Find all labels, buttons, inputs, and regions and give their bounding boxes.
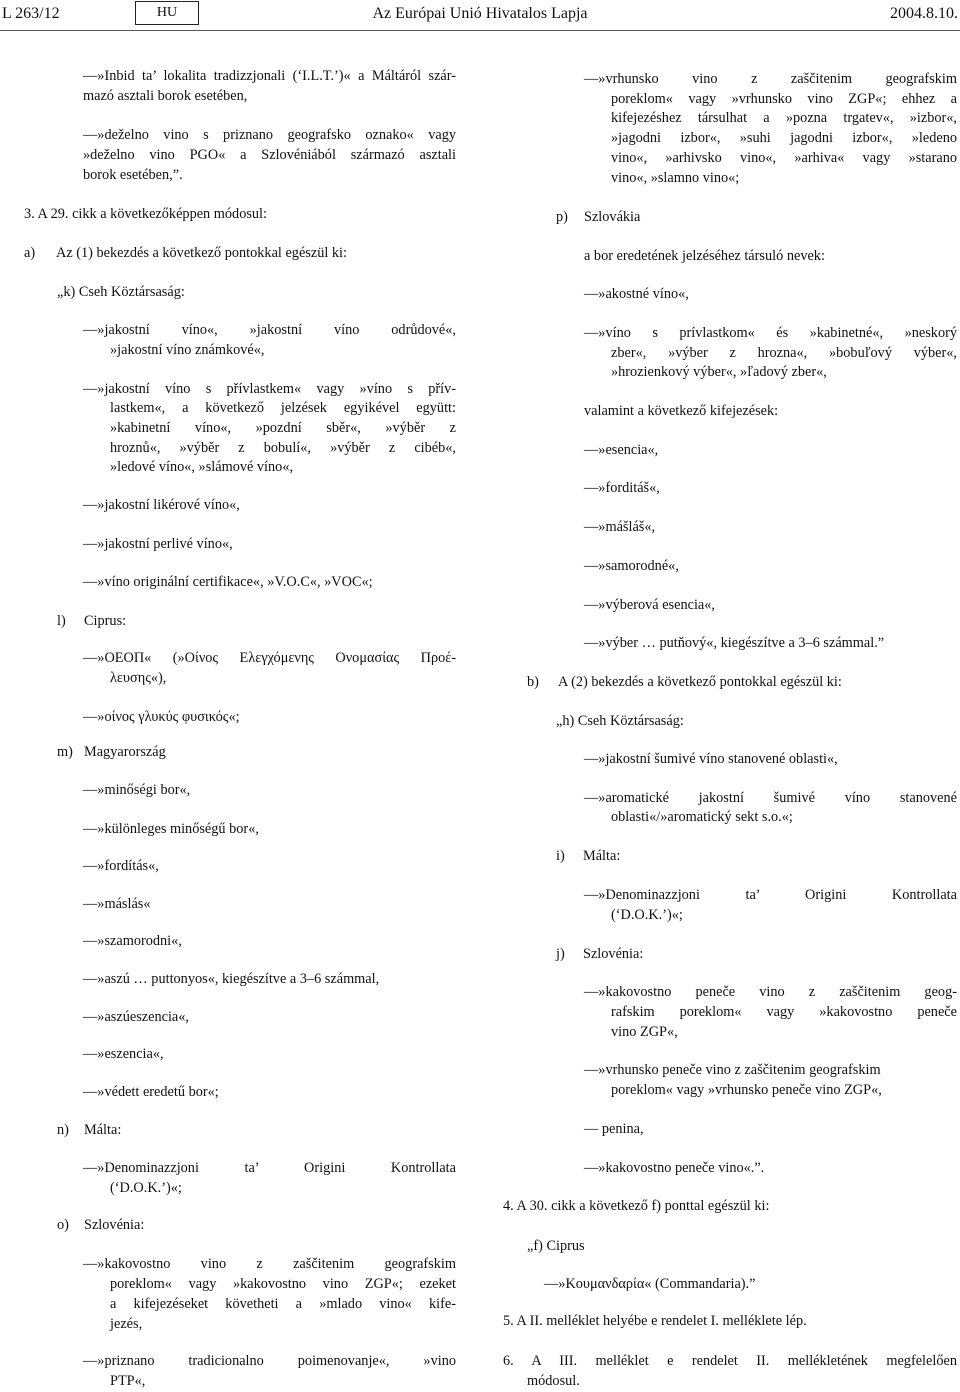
text-line: 4. A 30. cikk a következő f) ponttal egészül ki:: [503, 1198, 770, 1214]
text-line: poreklom« vagy »vrhunsko peneče vino ZGP«,: [611, 1082, 882, 1098]
text-line: »kabinetní víno«, »pozdní sběr«, »výběr z: [110, 420, 456, 436]
text-line: a): [24, 245, 36, 261]
text-line: Az (1) bekezdés a következő pontokkal egészül ki:: [56, 245, 347, 261]
text-line: —»minőségi bor«,: [83, 782, 191, 798]
text-line: oblasti«/»aromatický sekt s.o.«;: [611, 809, 793, 825]
text-line: —»forditáš«,: [584, 480, 660, 496]
text-line: borok esetében,”.: [83, 167, 183, 183]
text-line: rafskim poreklom« vagy »kakovostno peneče: [611, 1004, 957, 1020]
text-line: Szlovénia:: [84, 1217, 145, 1233]
text-line: 6. A III. melléklet e rendelet II. mellékletének megfelelően: [503, 1353, 957, 1369]
text-line: p): [556, 209, 568, 225]
text-line: lastkem«, a következő jelzések egyikével együtt:: [110, 400, 456, 416]
text-line: —»aszú … puttonyos«, kiegészítve a 3–6 számmal,: [83, 971, 380, 987]
text-line: poreklom« vagy »kakovostno vino ZGP«; ezeket: [110, 1276, 456, 1292]
text-line: —»ΟΕΟΠ« (»Οίνος Ελεγχόμενης Ονομασίας Προέ-: [83, 650, 456, 666]
text-line: módosul.: [527, 1373, 580, 1389]
text-line: —»védett eredetű bor«;: [83, 1084, 219, 1100]
text-line: vino«, »arhivsko vino«, »arhiva« vagy »starano: [611, 150, 957, 166]
text-line: —»Κουμανδαρία« (Commandaria).”: [544, 1276, 756, 1292]
text-line: a kifejezéseket követheti a »mlado vino« kife-: [110, 1296, 456, 1312]
text-line: (‘D.O.K.’)«;: [110, 1180, 182, 1196]
text-line: o): [57, 1217, 69, 1233]
text-line: —»mášláš«,: [584, 519, 656, 535]
text-line: hroznů«, »výběr z bobulí«, »výběr z cibéb«,: [110, 440, 456, 456]
text-line: jezés,: [110, 1316, 143, 1332]
text-line: 5. A II. melléklet helyébe e rendelet I. melléklete lép.: [503, 1313, 807, 1329]
text-line: Málta:: [84, 1122, 122, 1138]
header-rule: [0, 30, 960, 31]
text-line: Ciprus:: [84, 613, 127, 629]
text-line: b): [527, 674, 539, 690]
text-line: —»samorodné«,: [584, 558, 679, 574]
text-line: poreklom« vagy »vrhunsko vino ZGP«; ehhez a: [611, 91, 957, 107]
text-line: —»jakostní víno s přívlastkem« vagy »víno s přív-: [83, 381, 456, 397]
text-line: —»kakovostno peneče vino z zaščitenim geog-: [584, 984, 957, 1000]
text-line: „f) Ciprus: [527, 1238, 585, 1254]
text-line: n): [57, 1122, 69, 1138]
text-line: „k) Cseh Köztársaság:: [57, 284, 185, 300]
text-line: —»jakostní víno«, »jakostní víno odrůdové«,: [83, 322, 456, 338]
text-line: l): [57, 613, 66, 629]
text-line: »hrozienkový výber«, »ľadový zber«,: [611, 364, 827, 380]
text-line: a bor eredetének jelzéséhez társuló nevek:: [584, 248, 825, 264]
text-line: —»jakostní likérové víno«,: [83, 497, 240, 513]
text-line: —»víno originální certifikace«, »V.O.C«, »VOC«;: [83, 574, 373, 590]
text-line: —»deželno vino s priznano geografsko oznako« vagy: [83, 127, 456, 143]
text-line: —»fordítás«,: [83, 858, 159, 874]
text-line: Magyarország: [84, 744, 166, 760]
text-line: zber«, »výber z hrozna«, »bobuľový výber«,: [611, 345, 957, 361]
text-line: —»Denominazzjoni ta’ Origini Kontrollata: [584, 887, 957, 903]
text-line: —»výber … putňový«, kiegészítve a 3–6 számmal.”: [584, 635, 885, 651]
text-line: A (2) bekezdés a következő pontokkal egészül ki:: [558, 674, 842, 690]
text-line: »jagodni izbor«, »suhi jagodni izbor«, »ledeno: [611, 130, 957, 146]
text-line: —»jakostní šumivé víno stanovené oblasti«,: [584, 751, 838, 767]
text-line: —»különleges minőségű bor«,: [83, 821, 259, 837]
text-line: —»οίνος γλυκύς φυσικός«;: [83, 709, 240, 725]
text-line: „h) Cseh Köztársaság:: [556, 713, 684, 729]
text-line: —»Inbid ta’ lokalita tradizzjonali (‘I.L.T.’)« a Máltáról szár-: [83, 68, 456, 84]
text-line: (‘D.O.K.’)«;: [611, 907, 683, 923]
text-line: —»kakovostno vino z zaščitenim geografskim: [83, 1256, 456, 1272]
text-line: 3. A 29. cikk a következőképpen módosul:: [24, 206, 268, 222]
text-line: — penina,: [584, 1121, 644, 1137]
page-header: [0, 0, 960, 30]
text-line: mazó asztali borok esetében,: [83, 88, 248, 104]
text-line: PTP«,: [110, 1373, 146, 1389]
text-line: vino ZGP«,: [611, 1024, 678, 1040]
text-line: —»eszencia«,: [83, 1046, 164, 1062]
text-line: »jakostní víno známkové«,: [110, 342, 265, 358]
text-line: —»vrhunsko peneče vino z zaščitenim geografskim: [584, 1062, 881, 1078]
journal-title: Az Európai Unió Hivatalos Lapja: [372, 5, 588, 22]
text-line: —»jakostní perlivé víno«,: [83, 536, 233, 552]
text-line: λευσης«),: [110, 670, 167, 686]
text-line: vino«, »slamno vino«;: [611, 170, 740, 186]
text-line: —»výberová esencia«,: [584, 597, 716, 613]
text-line: kifejezéshez társulhat a »pozna trgatev«, »izbor«,: [611, 110, 957, 126]
text-line: —»szamorodni«,: [83, 933, 182, 949]
text-line: m): [57, 744, 73, 760]
text-line: —»esencia«,: [584, 442, 659, 458]
text-line: —»aromatické jakostní šumivé víno stanovené: [584, 790, 957, 806]
text-line: —»kakovostno peneče vino«.”.: [584, 1160, 765, 1176]
text-line: Málta:: [583, 848, 621, 864]
text-line: —»akostné víno«,: [584, 286, 689, 302]
text-line: Szlovákia: [584, 209, 641, 225]
text-line: »deželno vino PGO« a Szlovéniából származó asztali: [83, 147, 456, 163]
language-badge: HU: [135, 1, 199, 25]
text-line: —»víno s prívlastkom« és »kabinetné«, »neskorý: [584, 325, 957, 341]
publication-date: 2004.8.10.: [890, 5, 958, 22]
text-line: —»priznano tradicionalno poimenovanje«, »vino: [83, 1353, 456, 1369]
text-line: —»aszúeszencia«,: [83, 1009, 189, 1025]
text-line: »ledové víno«, »slámové víno«,: [110, 459, 294, 475]
text-line: i): [556, 848, 565, 864]
text-line: —»máslás«: [83, 896, 151, 912]
page-reference: L 263/12: [2, 5, 60, 22]
text-line: Szlovénia:: [583, 946, 644, 962]
text-line: —»Denominazzjoni ta’ Origini Kontrollata: [83, 1160, 456, 1176]
text-line: —»vrhunsko vino z zaščitenim geografskim: [584, 71, 957, 87]
text-line: valamint a következő kifejezések:: [584, 403, 779, 419]
text-line: j): [556, 946, 565, 962]
